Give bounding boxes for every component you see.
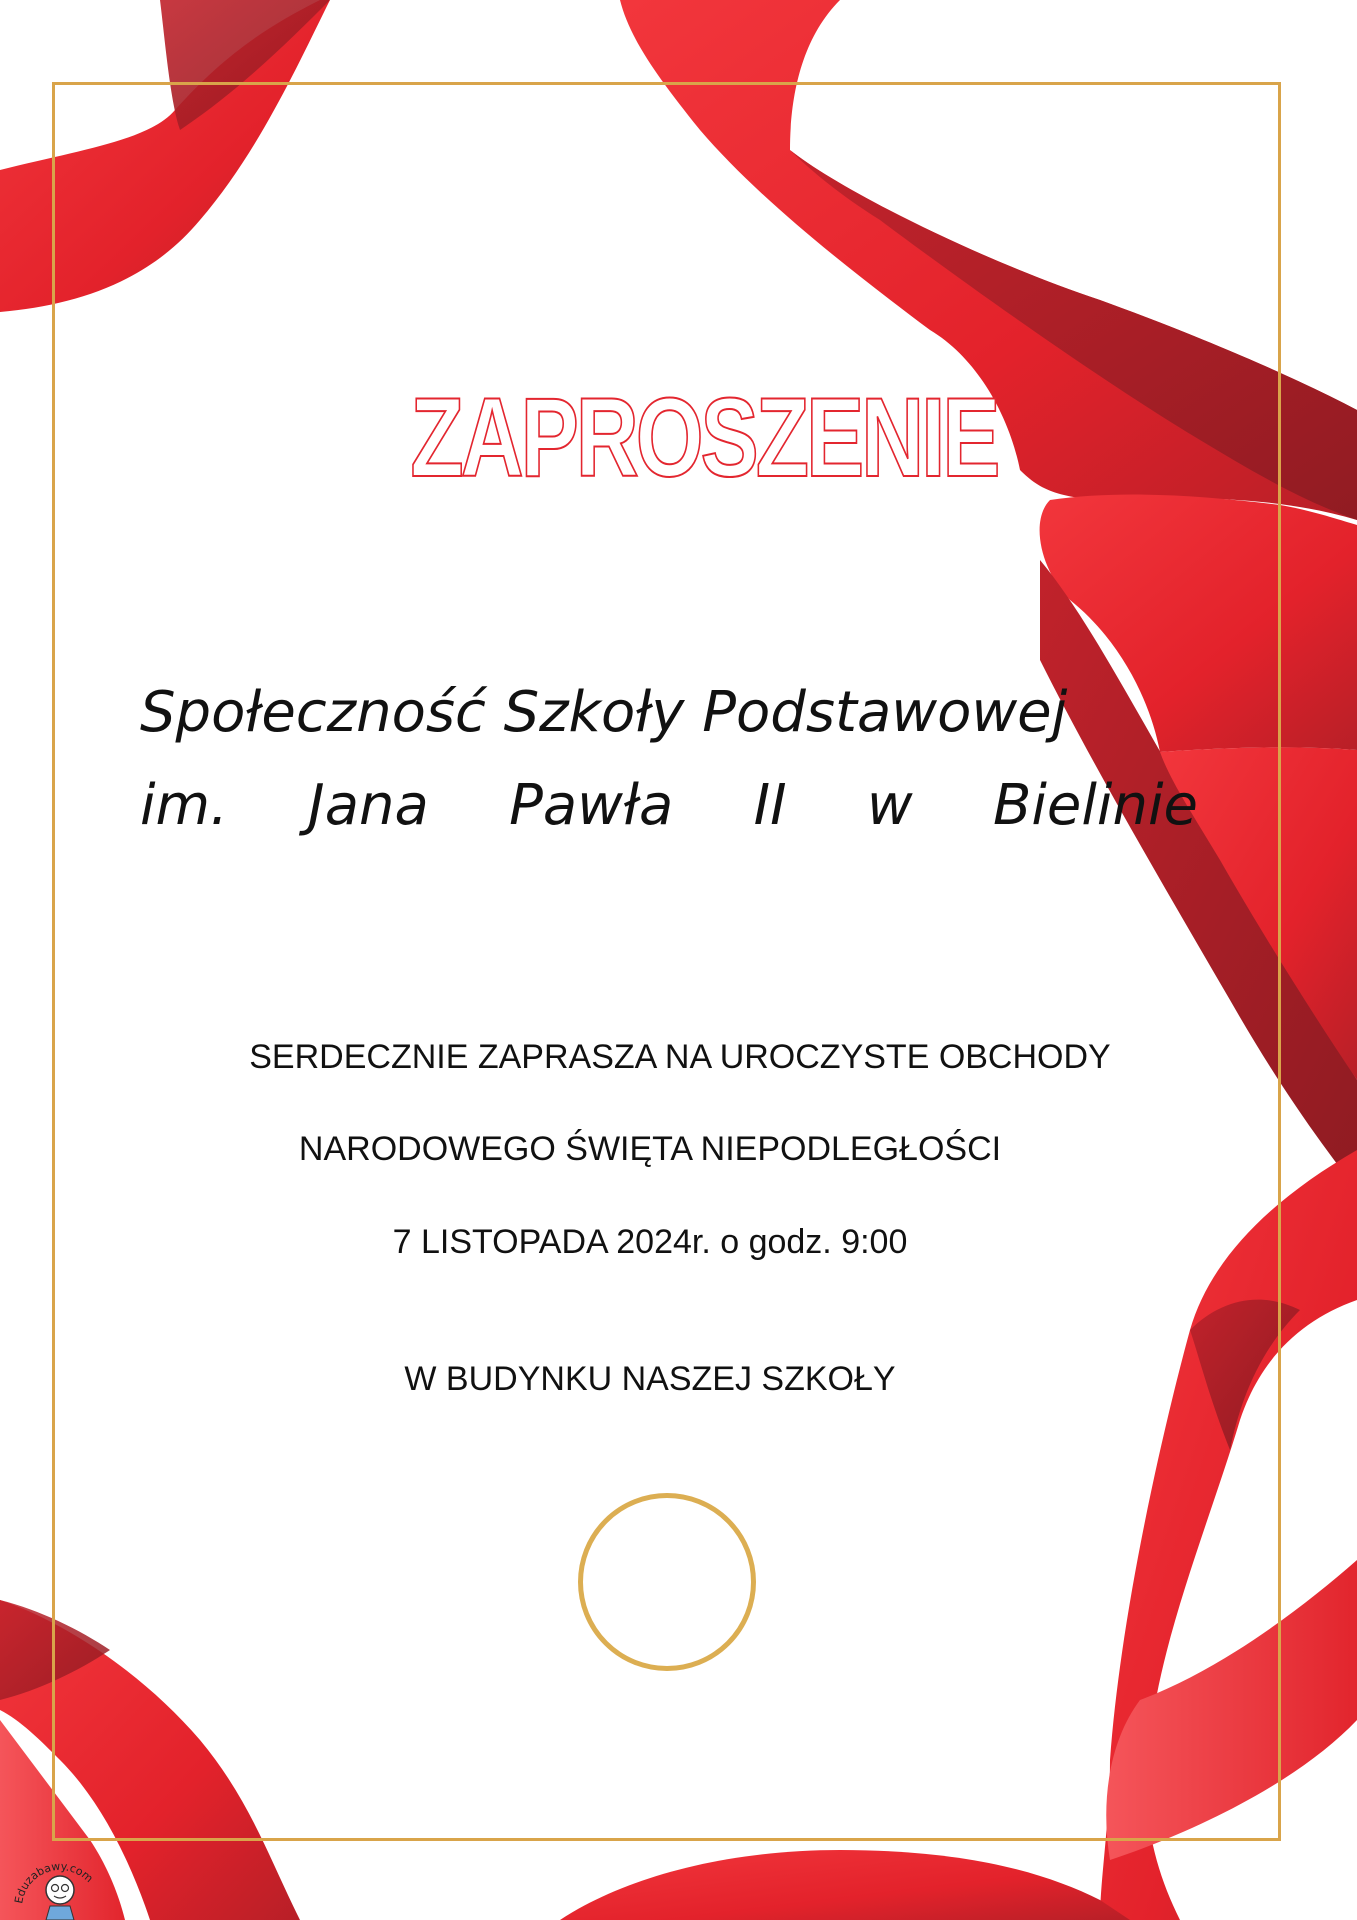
holiday-name-line: NARODOWEGO ŚWIĘTA NIEPODLEGŁOŚCI [298,1130,1002,1168]
invitation-text-line: SERDECZNIE ZAPRASZA NA UROCZYSTE OBCHODY [249,1038,1111,1076]
organization-word: Bielinie [992,773,1198,838]
date-time-line: 7 LISTOPADA 2024r. o godz. 9:00 [392,1223,908,1261]
organization-line-2 [140,773,1198,838]
svg-text:Eduzabawy.com: Eduzabawy.com [12,1859,96,1905]
eduzabawy-logo [10,1838,110,1920]
organization-word: Pawła [509,773,674,838]
gold-seal-circle [578,1493,756,1671]
organization-word: w [866,773,913,838]
organization-line-1: Społeczność Szkoły Podstawowej [140,680,1068,745]
location-line: W BUDYNKU NASZEJ SZKOŁY [404,1360,896,1398]
invitation-title: ZAPROSZENIE [410,375,998,500]
organization-word: im. [140,773,228,838]
organization-word: Jana [308,773,429,838]
organization-word: II [753,773,787,838]
